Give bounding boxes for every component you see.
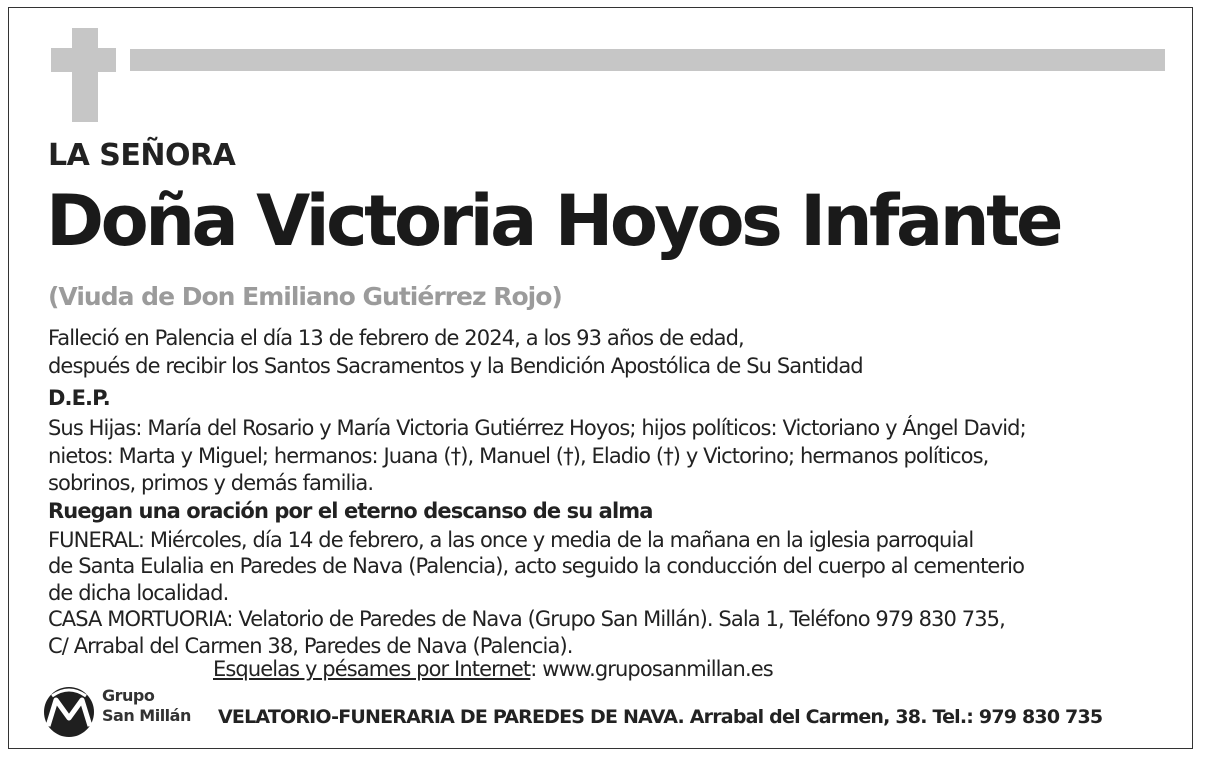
funeral-line-1: FUNERAL: Miércoles, día 14 de febrero, a las once y media de la mañana en la iglesia parroquial: [48, 528, 974, 552]
footer-contact: VELATORIO-FUNERARIA DE PAREDES DE NAVA. Arrabal del Carmen, 38. Tel.: 979 830 735: [218, 706, 1103, 728]
widow-subtitle: (Viuda de Don Emiliano Gutiérrez Rojo): [48, 282, 562, 311]
funeral-line-2: de Santa Eulalia en Paredes de Nava (Palencia), acto seguido la conducción del cuerpo al cementerio: [48, 554, 1025, 578]
san-millan-logo-icon: [42, 686, 96, 738]
family-line-1: Sus Hijas: María del Rosario y María Victoria Gutiérrez Hoyos; hijos políticos: Victoriano y Ángel David;: [48, 416, 1026, 440]
mortuary-line-1: CASA MORTUORIA: Velatorio de Paredes de Nava (Grupo San Millán). Sala 1, Teléfono 979 830 735,: [48, 607, 1005, 631]
prayer-request: Ruegan una oración por el eterno descanso de su alma: [48, 499, 653, 523]
cross-icon-vertical: [72, 28, 98, 122]
death-notice-line-2: después de recibir los Santos Sacramentos y la Bendición Apostólica de Su Santidad: [48, 354, 863, 378]
family-line-2: nietos: Marta y Miguel; hermanos: Juana (†), Manuel (†), Eladio (†) y Victorino; hermanos políticos,: [48, 444, 989, 468]
internet-separator: :: [530, 657, 537, 681]
deceased-name: Doña Victoria Hoyos Infante: [46, 180, 1061, 262]
death-notice-line-1: Falleció en Palencia el día 13 de febrero de 2024, a los 93 años de edad,: [48, 326, 744, 350]
logo-line-1: Grupo: [102, 686, 155, 705]
logo-wordmark: [102, 686, 191, 726]
logo-line-2: San Millán: [102, 706, 191, 725]
family-line-3: sobrinos, primos y demás familia.: [48, 471, 374, 495]
internet-label: Esquelas y pésames por Internet: [213, 657, 531, 681]
funeral-line-3: de dicha localidad.: [48, 581, 229, 605]
dep-label: D.E.P.: [48, 386, 110, 410]
internet-line: [213, 657, 773, 681]
header-bar: [130, 49, 1165, 71]
website-link[interactable]: www.gruposanmillan.es: [542, 657, 773, 681]
cross-icon-horizontal: [51, 48, 116, 72]
honorific-title: LA SEÑORA: [48, 138, 236, 173]
mortuary-line-2: C/ Arrabal del Carmen 38, Paredes de Nava (Palencia).: [48, 634, 573, 658]
